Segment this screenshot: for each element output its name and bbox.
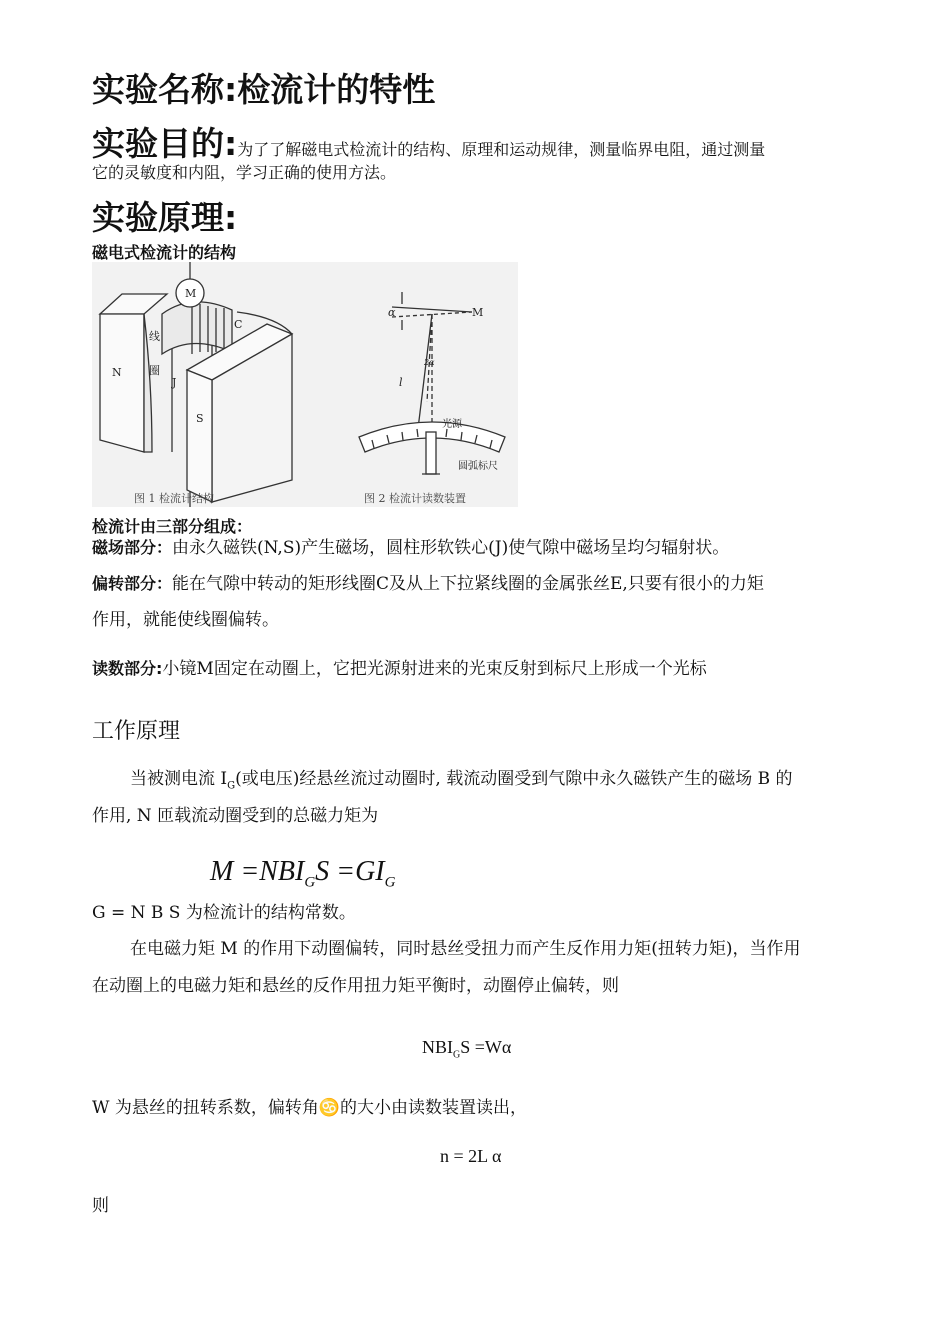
- figure-drawing: [92, 262, 518, 507]
- magnet-s-face: [187, 370, 212, 502]
- work-para1-line1: [130, 764, 870, 801]
- magnet-n-face: [100, 314, 144, 452]
- deflection-line2: 作用，就能使线圈偏转。: [92, 610, 279, 630]
- formula1-sub2: G: [384, 874, 396, 891]
- fig1-label-n: N: [112, 366, 122, 379]
- purpose-line1: 为了了解磁电式检流计的结构、原理和运动规律，测量临界电阻，通过测量: [237, 140, 766, 159]
- formula-reading: n = 2L α: [440, 1146, 502, 1166]
- parts-intro: 检流计由三部分组成：: [92, 517, 253, 536]
- deflection-line1: 能在气隙中转动的矩形线圈C及从上下拉紧线圈的金属张丝E,只要有很小的力矩: [172, 574, 764, 594]
- mirror-line: [392, 307, 472, 312]
- formula-balance: [422, 1037, 511, 1061]
- then-line: 则: [92, 1196, 109, 1216]
- purpose-label: 实验目的:: [92, 124, 238, 163]
- constant-line: G = N B S 为检流计的结构常数。: [92, 903, 356, 923]
- magnet-n-top: [100, 294, 167, 314]
- fig2-label-m: M: [472, 306, 484, 319]
- incident-ray: [417, 314, 432, 437]
- fig1-label-xian: 线: [149, 330, 160, 343]
- para1-text-b: (或电压)经悬丝流过动圈时, 载流动圈受到气隙中永久磁铁产生的磁场 B 的: [235, 769, 793, 789]
- magnetic-text: 由永久磁铁(N,S)产生磁场，圆柱形软铁心(J)使气隙中磁场呈均匀辐射状。: [172, 538, 730, 558]
- formula2-b: S =Wα: [460, 1037, 512, 1057]
- reading-label: 读数部分:: [92, 659, 163, 678]
- galvanometer-figure: [92, 262, 518, 507]
- coil: [162, 302, 232, 354]
- fig2-label-alpha: α: [388, 306, 396, 319]
- work-para3: W 为悬丝的扭转系数，偏转角♋的大小由读数装置读出，: [92, 1098, 528, 1118]
- fig2-label-light: 光源: [442, 419, 462, 430]
- magnetic-label: 磁场部分：: [92, 538, 173, 557]
- fig2-caption: 图 2 检流计读数装置: [364, 492, 466, 505]
- principle-heading: 实验原理:: [92, 198, 238, 237]
- fig1-label-c: C: [234, 318, 243, 331]
- work-para2-line1: 在电磁力矩 M 的作用下动圈偏转，同时悬丝受扭力而产生反作用力矩(扭转力矩)，当作用: [130, 939, 801, 959]
- fig1-label-m: M: [185, 287, 197, 300]
- page-title: [92, 64, 435, 111]
- fig1-caption: 图 1 检流计结构: [134, 492, 214, 505]
- deflection-label: 偏转部分：: [92, 574, 173, 593]
- title-text: 检流计的特性: [237, 70, 436, 109]
- purpose-line2: 它的灵敏度和内阻，学习正确的使用方法。: [92, 163, 397, 182]
- para1-sub: G: [227, 780, 236, 792]
- fig1-label-s: S: [196, 412, 204, 425]
- formula1-b: S =GI: [315, 856, 385, 887]
- structure-subheading: 磁电式检流计的结构: [92, 243, 237, 262]
- work-para1-line2: 作用, N 匝载流动圈受到的总磁力矩为: [92, 806, 379, 826]
- formula1-a: M =NBI: [210, 856, 305, 887]
- formula2-a: NBI: [422, 1037, 453, 1057]
- reading-part: [92, 654, 872, 684]
- fig2-label-2alpha: 2α: [424, 358, 435, 367]
- deflection-part: [92, 569, 872, 599]
- light-source: [426, 432, 436, 474]
- formula-torque: [210, 856, 395, 892]
- fig2-label-l: l: [399, 376, 403, 389]
- fig1-label-quan: 圈: [149, 364, 160, 377]
- work-para2-line2: 在动圈上的电磁力矩和悬丝的反作用扭力矩平衡时，动圈停止偏转，则: [92, 976, 619, 996]
- title-label: 实验名称:: [92, 70, 238, 109]
- work-heading: 工作原理: [92, 719, 181, 744]
- formula2-sub: G: [453, 1049, 461, 1061]
- reading-text: 小镜M固定在动圈上，它把光源射进来的光束反射到标尺上形成一个光标: [162, 659, 707, 679]
- fig2-label-scale: 圆弧标尺: [458, 461, 498, 472]
- magnetic-part: [92, 533, 872, 563]
- para1-text-a: 当被测电流 I: [130, 769, 228, 789]
- fig1-label-j: J: [172, 376, 177, 389]
- formula1-sub1: G: [304, 874, 316, 891]
